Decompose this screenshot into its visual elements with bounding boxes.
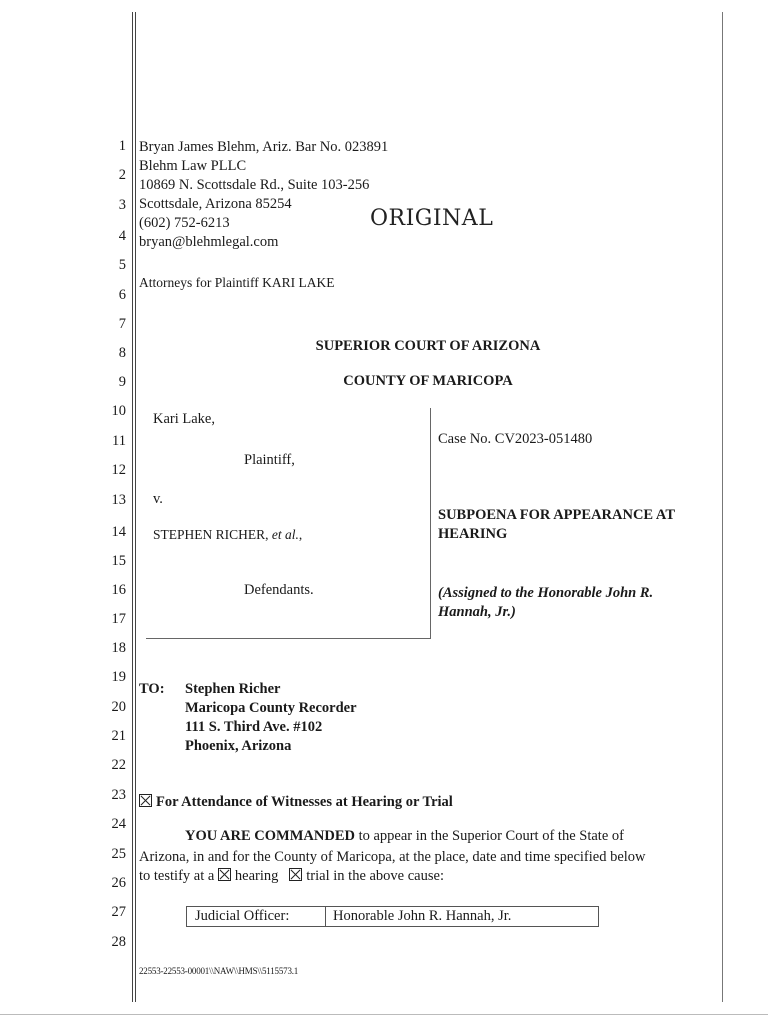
attorney-name: Bryan James Blehm, Ariz. Bar No. 023891 [139,139,389,155]
trial-label: trial in the above cause: [306,868,444,884]
versus-text: v. [153,491,163,507]
court-county: COUNTY OF MARICOPA [343,373,513,389]
document-title-line-2: HEARING [438,526,508,542]
judicial-officer-table [186,906,599,927]
line-number: 26 [111,875,126,891]
line-number: 13 [111,492,126,508]
command-emphasis: YOU ARE COMMANDED [185,828,355,844]
line-number: 8 [118,345,126,361]
checked-box-icon [139,794,152,807]
line-number: 27 [111,904,126,920]
line-number: 17 [111,611,126,627]
recipient-address: 111 S. Third Ave. #102 [185,719,323,735]
judicial-officer-label: Judicial Officer: [195,908,290,924]
defendant-name [153,525,302,544]
court-name: SUPERIOR COURT OF ARIZONA [315,338,541,354]
attorney-address-1: 10869 N. Scottsdale Rd., Suite 103-256 [139,177,370,193]
left-margin-rule-inner [135,12,136,1002]
judicial-officer-value: Honorable John R. Hannah, Jr. [333,908,512,924]
command-text-1: to appear in the Superior Court of the State of [354,828,624,844]
attorney-role: Attorneys for Plaintiff KARI LAKE [139,275,335,290]
plaintiff-name: Kari Lake, [153,411,215,427]
trial-checked-box-icon [289,868,302,881]
attorney-phone: (602) 752-6213 [139,215,230,231]
plaintiff-label: Plaintiff, [244,452,295,468]
defendant-name-main: STEPHEN RICHER, [153,527,272,542]
line-number: 15 [111,553,126,569]
recipient-city: Phoenix, Arizona [185,738,292,754]
line-number: 23 [111,787,126,803]
line-number: 25 [111,846,126,862]
document-id-footer: 22553-22553-00001\\NAW\\HMS\\5115573.1 [139,966,299,976]
document-title-line-1: SUBPOENA FOR APPEARANCE AT [438,507,675,523]
attorney-address-2: Scottsdale, Arizona 85254 [139,196,292,212]
assigned-judge-line-2: Hannah, Jr.) [438,604,516,620]
command-line-2: Arizona, in and for the County of Maricopa, at the place, date and time specified below [139,849,646,865]
line-number: 2 [118,167,126,183]
command-line-1 [185,827,624,846]
line-number: 5 [118,257,126,273]
recipient-title: Maricopa County Recorder [185,700,357,716]
line-number: 14 [111,524,126,540]
attorney-firm: Blehm Law PLLC [139,158,247,174]
line-number: 9 [118,374,126,390]
attendance-heading [139,793,453,812]
hearing-checked-box-icon [218,868,231,881]
assigned-judge-line-1: (Assigned to the Honorable John R. [438,585,654,601]
line-number: 12 [111,462,126,478]
attendance-label: For Attendance of Witnesses at Hearing or Trial [156,794,453,810]
bottom-edge-line [0,1014,768,1015]
defendant-name-comma: , [298,527,303,542]
original-stamp: ORIGINAL [370,206,494,231]
command-text-3: to testify at a [139,868,218,884]
line-number: 24 [111,816,126,832]
line-number: 22 [111,757,126,773]
line-number: 18 [111,640,126,656]
line-number: 3 [118,197,126,213]
hearing-label: hearing [234,868,279,884]
to-label: TO: [139,681,165,697]
line-number: 1 [118,138,126,154]
line-number: 6 [118,287,126,303]
table-cell-divider [325,907,326,926]
caption-divider-vertical [430,408,431,638]
left-margin-rule [132,12,133,1002]
line-number: 21 [111,728,126,744]
case-number: Case No. CV2023-051480 [438,431,593,447]
line-number: 10 [111,403,126,419]
line-number: 28 [111,934,126,950]
defendant-label: Defendants. [244,582,314,598]
line-number: 20 [111,699,126,715]
line-number: 7 [118,316,126,332]
recipient-name: Stephen Richer [185,681,281,697]
line-number: 11 [112,433,126,449]
right-margin-rule [722,12,723,1002]
line-number: 4 [118,228,126,244]
command-line-3 [139,867,444,886]
line-number: 19 [111,669,126,685]
line-number: 16 [111,582,126,598]
caption-divider-horizontal [146,638,431,639]
attorney-email: bryan@blehmlegal.com [139,234,279,250]
defendant-et-al: et al. [271,527,299,542]
